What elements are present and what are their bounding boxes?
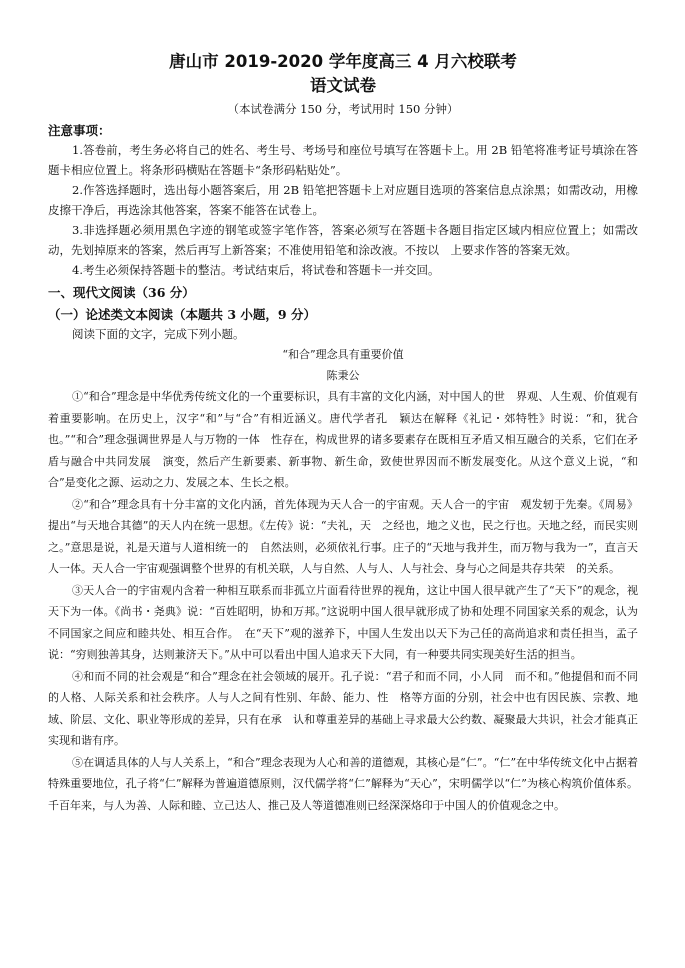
exam-note: （本试卷满分 150 分，考试用时 150 分钟） [227, 102, 459, 116]
article-title: “和合”理念具有重要价值 [282, 348, 404, 361]
article-paragraph-3: ③天人合一的宇宙观内含着一种相互联系而非孤立片面看待世界的视角，这让中国人很早就产生了“天下”的观念，视天下为一体。《尚书・尧典》说：“百姓昭明，协和万邦。”这说明中国人很早就形成了协和处理不同国家关系的观念，认为不同国家之间应和睦共处、相互合作。 在“天下”观的滋养下，中国人生发出以天下为己任的高尚追求和责任担当，孟子说：“穷则独善其身，达则兼济天下。”从中可以看出中国人追求天下大同，有一种要共同实现美好生活的担当。 [48, 583, 638, 661]
article-paragraph-5: ⑤在调适具体的人与人关系上，“和合”理念表现为人心和善的道德观，其核心是“仁”。“仁”在中华传统文化中占据着特殊重要地位，孔子将“仁”解释为普遍道德原则，汉代儒学将“仁”解释为“天心”，宋明儒学以“仁”为核心构筑价值体系。千百年来，与人为善、人际和睦、立己达人、推己及人等道德准则已经深深烙印于中国人的价值观念之中。 [48, 755, 638, 812]
exam-title: 唐山市 2019-2020 学年度高三 4 月六校联考 [169, 52, 517, 71]
exam-page [48, 50, 649, 816]
article-paragraph-2: ②“和合”理念具有十分丰富的文化内涵，首先体现为天人合一的宇宙观。天人合一的宇宙 观发轫于先秦。《周易》提出“与天地合其德”的天人内在统一思想。《左传》说：“夫礼，天 之经也，地之义也，民之行也。天地之经，而民实则之。”意思是说，礼是天道与人道相统一的 自然法则，必须依礼行事。庄子的“天地与我并生，而万物与我为一”，直言天人一体。天人合一宇宙观强调整个世界的有机关联，人与自然、人与人、人与社会、身与心之间是共存共荣 的关系。 [48, 497, 638, 575]
section-heading: 一、现代文阅读（36 分） [48, 285, 195, 300]
subject-title: 语文试卷 [310, 76, 376, 95]
instruction-item-1: 1.答卷前，考生务必将自己的姓名、考生号、考场号和座位号填写在答题卡上。用 2B 铅笔将准考证号填涂在答题卡相应位置上。将条形码横贴在答题卡“条形码粘贴处”。 [48, 143, 638, 177]
instruction-item-2: 2.作答选择题时，选出每小题答案后，用 2B 铅笔把答题卡上对应题目选项的答案信息点涂黑；如需改动，用橡皮擦干净后，再选涂其他答案，答案不能答在试卷上。 [48, 183, 638, 217]
article-author: 陈秉公 [326, 369, 360, 382]
reading-prompt: 阅读下面的文字，完成下列小题。 [72, 327, 245, 341]
instruction-item-4: 4.考生必须保持答题卡的整洁。考试结束后，将试卷和答题卡一并交回。 [72, 263, 440, 277]
instructions-heading: 注意事项： [48, 123, 111, 138]
article-paragraph-1: ①“和合”理念是中华优秀传统文化的一个重要标识，具有丰富的文化内涵，对中国人的世 界观、人生观、价值观有着重要影响。在历史上，汉字“和”与“合”有相近涵义。唐代学者孔 颖达在解释《礼记・郊特牲》时说：“和，犹合也。”“和合”理念强调世界是人与万物的一体 性存在，构成世界的诸多要素存在既相互矛盾又相互融合的关系，它们在矛盾与融合中共同发展 演变，然后产生新要素、新事物、新生命，致使世界因而不断发展变化。从这个意义上说，“和 合”是变化之源、运动之力、发展之本、生长之根。 [48, 390, 649, 489]
subsection-heading: （一）论述类文本阅读（本题共 3 小题，9 分） [48, 307, 316, 322]
article-paragraph-4: ④和而不同的社会观是“和合”理念在社会领域的展开。孔子说：“君子和而不同，小人同 而不和。”他提倡和而不同的人格、人际关系和社会秩序。人与人之间有性别、年龄、能力、性 格等方面的分别，社会中也有因民族、宗教、地域、阶层、文化、职业等形成的差异，只有在承 认和尊重差异的基础上寻求最大公约数、凝聚最大共识，社会才能真正实现和谐有序。 [48, 669, 638, 747]
instruction-item-3: 3.非选择题必须用黑色字迹的钢笔或签字笔作答，答案必须写在答题卡各题目指定区域内相应位置上；如需改动，先划掉原来的答案，然后再写上新答案；不准使用铅笔和涂改液。不按以 上要求作答的答案无效。 [48, 223, 638, 257]
